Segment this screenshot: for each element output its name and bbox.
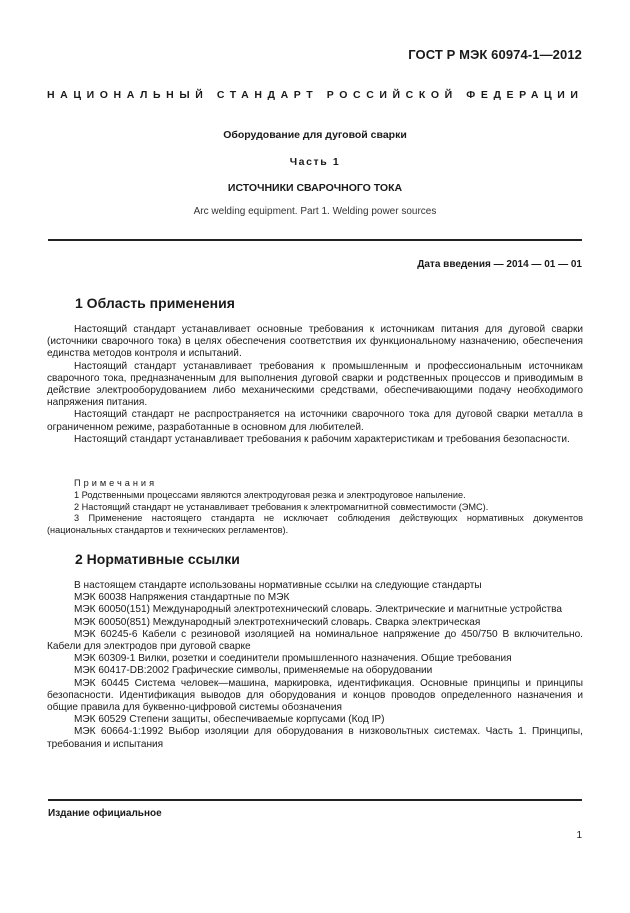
reference-item: МЭК 60417-DB:2002 Графические символы, применяемые на оборудовании [74, 665, 433, 677]
note-item: 2 Настоящий стандарт не устанавливает требования к электромагнитной совместимости (ЭМС). [74, 501, 489, 512]
reference-item: МЭК 60664-1:1992 Выбор изоляции для оборудования в низковольтных системах. Часть 1. Принципы, требования и испытания [47, 726, 583, 750]
footer-divider [48, 799, 582, 801]
paragraph: Настоящий стандарт устанавливает требования к промышленным и профессиональным источникам сварочного тока, предназначенным для выполнения дуговой сварки и родственных процессов и приводимым в действие электрооборудованием либо механическими средствами, обеспечивающими подачу необходимого напряжения питания. [47, 360, 583, 409]
reference-item: МЭК 60050(151) Международный электротехнический словарь. Электрические и магнитные устройства [74, 604, 563, 616]
document-id: ГОСТ Р МЭК 60974-1—2012 [408, 47, 582, 62]
paragraph: Настоящий стандарт не распространяется на источники сварочного тока для дуговой сварки металла в ограниченном режиме, разработанные в основном для любителей. [47, 409, 583, 433]
official-edition-label: Издание официальное [48, 808, 162, 819]
note-item: 3 Применение настоящего стандарта не исключает соблюдения действующих нормативных документов (национальных стандартов и технических регламентов). [47, 513, 583, 536]
reference-item: МЭК 60050(851) Международный электротехнический словарь. Сварка электрическая [74, 616, 481, 628]
notes-title: Примечания [74, 478, 158, 488]
page-number: 1 [576, 830, 582, 841]
note-item: 1 Родственными процессами являются электродуговая резка и электродуговое напыление. [74, 489, 466, 500]
title-english: Arc welding equipment. Part 1. Welding power sources [193, 206, 437, 217]
reference-item: МЭК 60445 Система человек—машина, маркировка, идентификация. Основные принципы и принципы безопасности. Идентификация выводов для оборудования и концов проводов определенного назначения и общие правила для буквенно-цифровой системы обозначения [47, 677, 583, 714]
reference-item: МЭК 60529 Степени защиты, обеспечиваемые корпусами (Код IP) [74, 714, 385, 726]
title-main: ИСТОЧНИКИ СВАРОЧНОГО ТОКА [227, 182, 403, 194]
reference-item: МЭК 60309-1 Вилки, розетки и соединители промышленного назначения. Общие требования [74, 653, 512, 665]
section-2-body [47, 580, 583, 751]
reference-item: МЭК 60245-6 Кабели с резиновой изоляцией на номинальное напряжение до 450/750 В включительно. Кабели для электродов при дуговой сварке [47, 628, 583, 653]
title-divider [48, 239, 582, 241]
title-part: Часть 1 [289, 156, 341, 168]
section-2-heading: 2 Нормативные ссылки [75, 551, 240, 567]
reference-item: МЭК 60038 Напряжения стандартные по МЭК [74, 592, 290, 604]
paragraph: Настоящий стандарт устанавливает основные требования к источникам питания для дуговой сварки (источники сварочного тока) в целях обеспечения соответствия их функциональному назначению, обеспечения единства методов контроля и испытаний. [47, 324, 583, 360]
section-1-heading: 1 Область применения [75, 295, 235, 311]
section-1-body [47, 324, 583, 446]
introduction-date: Дата введения — 2014 — 01 — 01 [417, 259, 582, 270]
title-equipment: Оборудование для дуговой сварки [223, 129, 407, 141]
paragraph: В настоящем стандарте использованы нормативные ссылки на следующие стандарты [74, 580, 482, 591]
section-1-notes [47, 478, 583, 537]
paragraph: Настоящий стандарт устанавливает требования к рабочим характеристикам и требования безопасности. [74, 433, 570, 445]
national-standard-banner: НАЦИОНАЛЬНЫЙ СТАНДАРТ РОССИЙСКОЙ ФЕДЕРАЦИИ [47, 89, 584, 101]
